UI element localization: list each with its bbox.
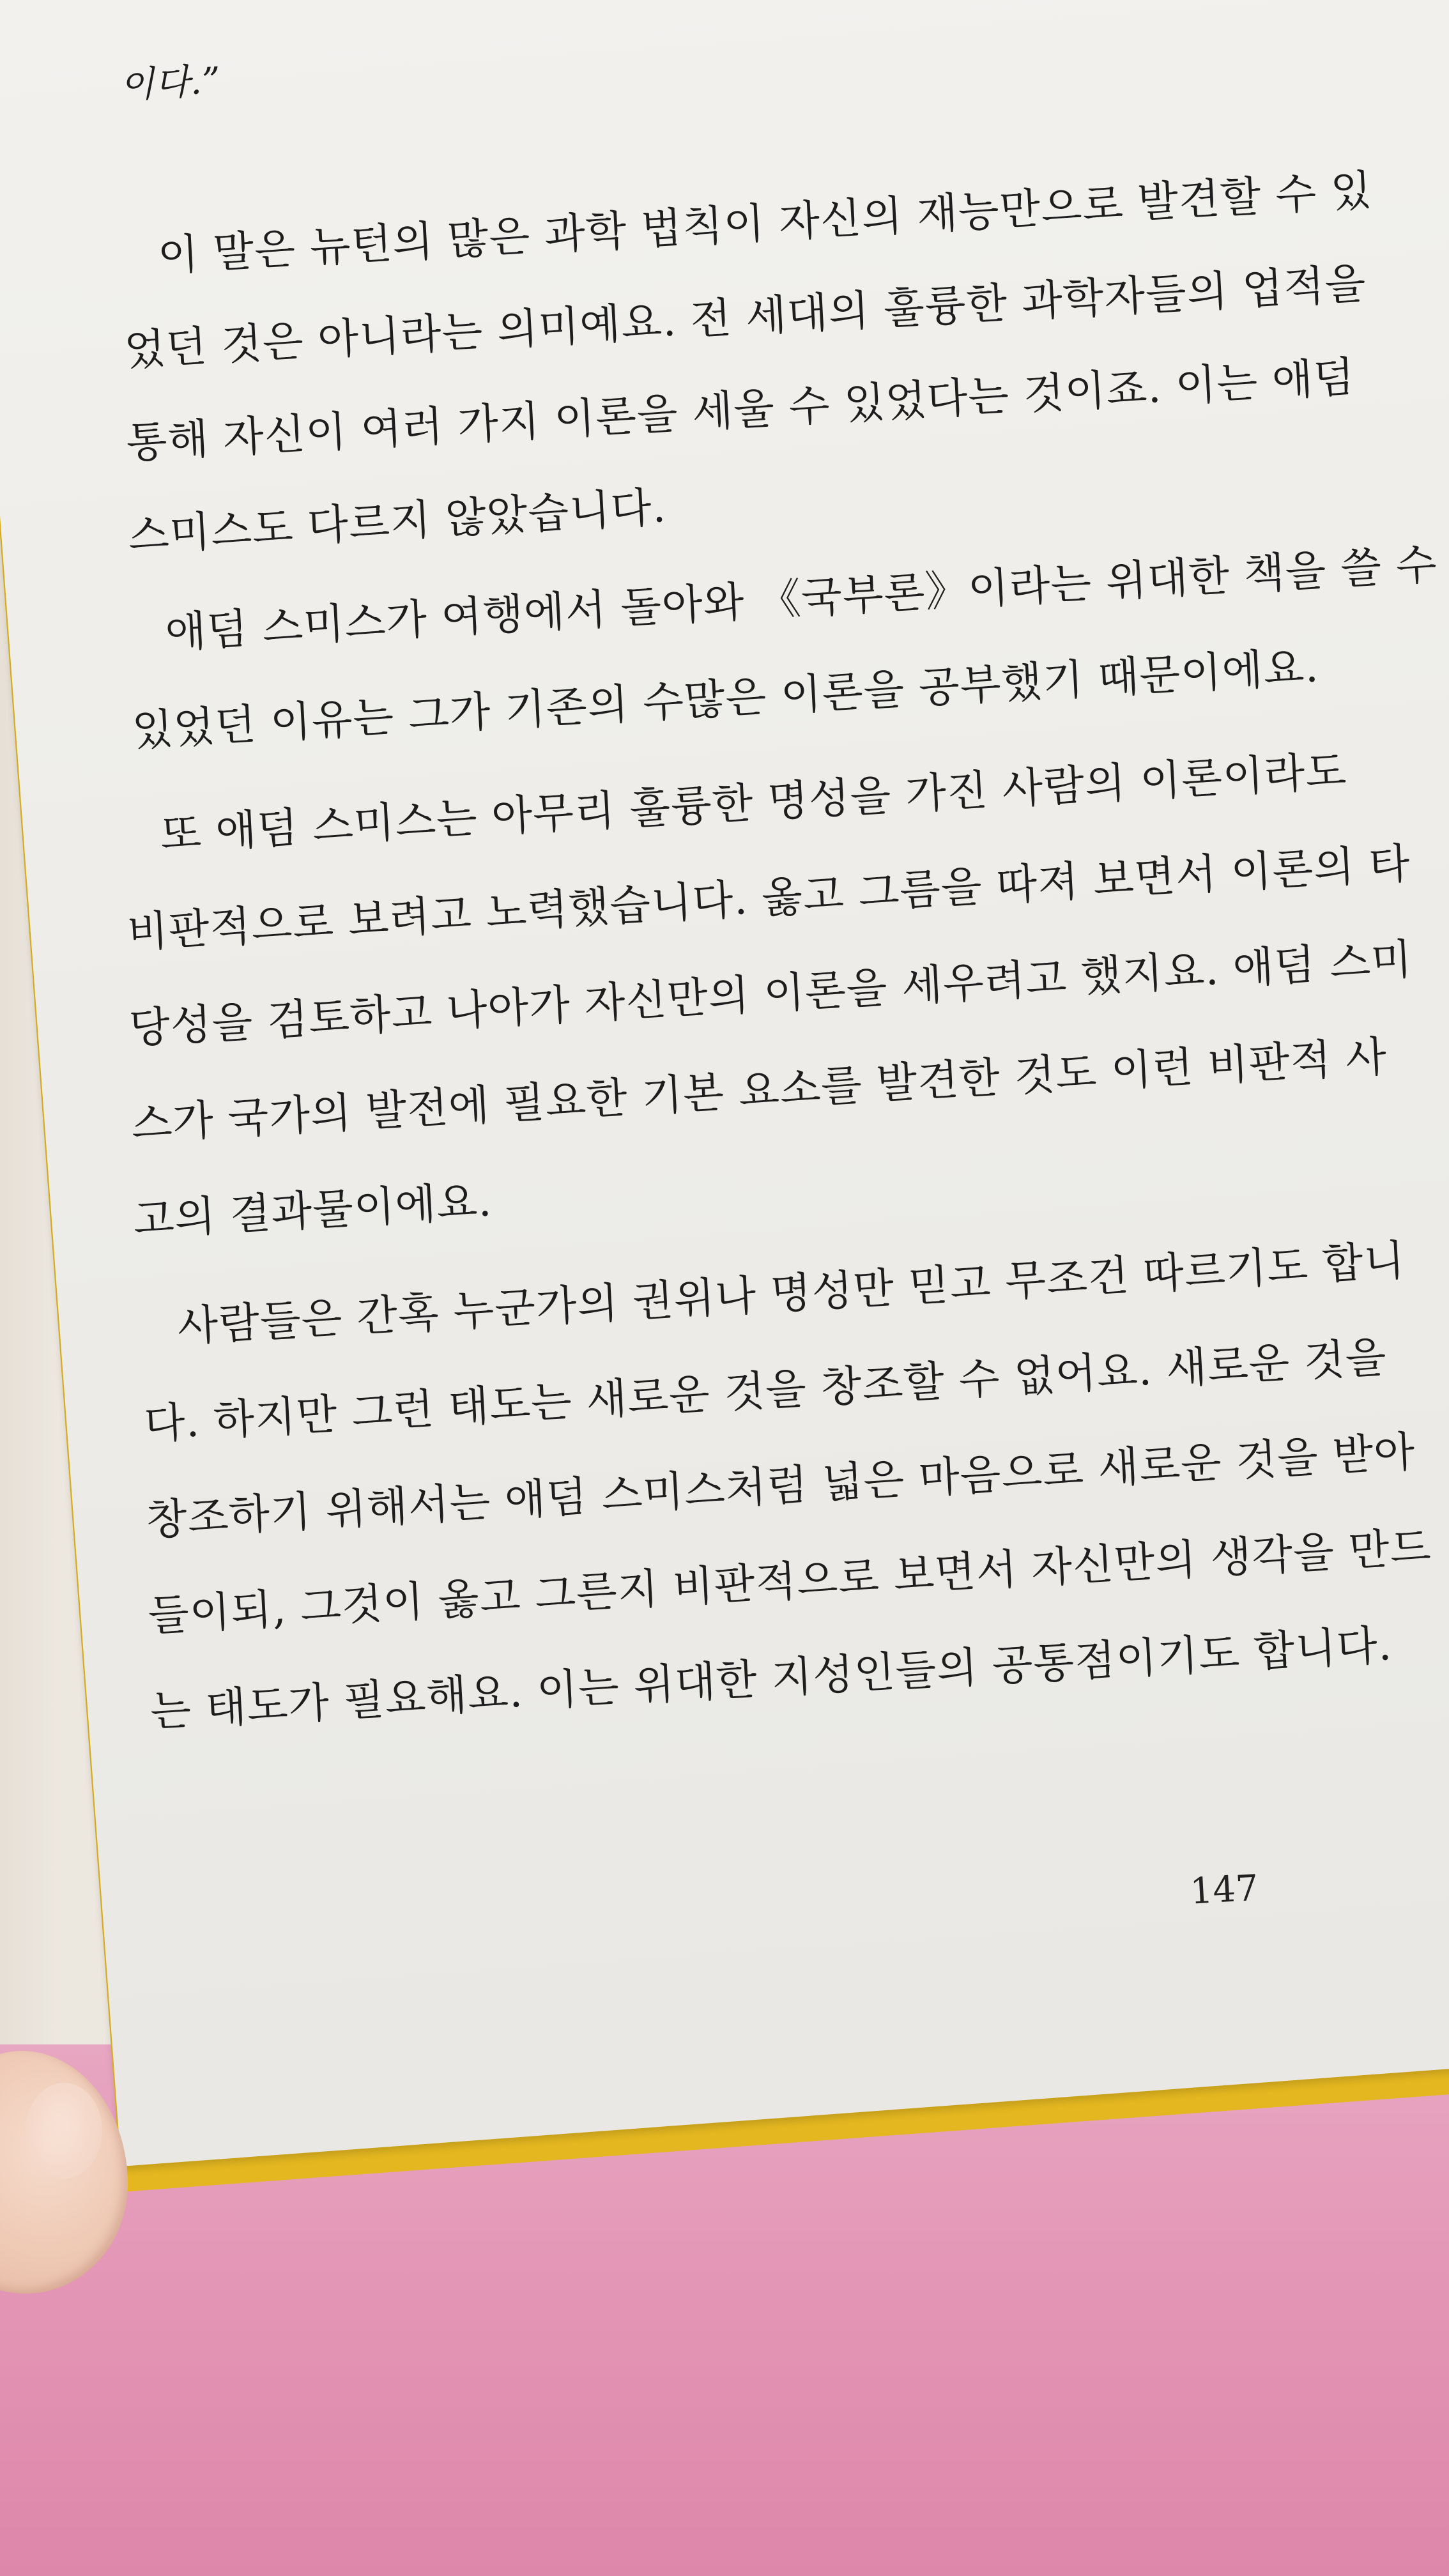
paragraph-1-line-1: 이 말은 뉴턴의 많은 과학 법칙이 자신의 재능만으로 발견할 수 있 bbox=[156, 165, 1374, 281]
paragraph-1-line-4: 스미스도 다르지 않았습니다. bbox=[126, 482, 668, 561]
paragraph-1-line-2: 었던 것은 아니라는 의미예요. 전 세대의 훌륭한 과학자들의 업적을 bbox=[123, 259, 1368, 376]
page-number: 147 bbox=[1189, 1867, 1260, 1913]
paragraph-4-line-3: 창조하기 위해서는 애덤 스미스처럼 넓은 마음으로 새로운 것을 받아 bbox=[144, 1427, 1417, 1545]
paragraph-4-line-1: 사람들은 간혹 누군가의 권위나 명성만 믿고 무조건 따르기도 합니 bbox=[176, 1236, 1407, 1351]
paragraph-3-line-5: 고의 결과물이에요. bbox=[132, 1176, 493, 1245]
paragraph-4-line-4: 들이되, 그것이 옳고 그른지 비판적으로 보면서 자신만의 생각을 만드 bbox=[147, 1522, 1433, 1641]
paragraph-4-line-2: 다. 하지만 그런 태도는 새로운 것을 창조할 수 없어요. 새로운 것을 bbox=[142, 1332, 1388, 1449]
paragraph-2-line-1: 애덤 스미스가 여행에서 돌아와 《국부론》이라는 위대한 책을 쓸 수 bbox=[164, 539, 1439, 658]
paragraph-3-line-4: 스가 국가의 발전에 필요한 기본 요소를 발견한 것도 이런 비판적 사 bbox=[130, 1032, 1388, 1149]
paragraph-3-line-3: 당성을 검토하고 나아가 자신만의 이론을 세우려고 했지요. 애덤 스미 bbox=[128, 934, 1414, 1054]
thumb-highlight bbox=[26, 2083, 102, 2179]
paragraph-3-line-2: 비판적으로 보려고 노력했습니다. 옳고 그름을 따져 보면서 이론의 타 bbox=[126, 838, 1412, 958]
paragraph-2-line-2: 있었던 이유는 그가 기존의 수많은 이론을 공부했기 때문이에요. bbox=[131, 641, 1321, 756]
paragraph-3-line-1: 또 애덤 스미스는 아무리 훌륭한 명성을 가진 사람의 이론이라도 bbox=[158, 746, 1348, 860]
paragraph-1-line-3: 통해 자신이 여러 가지 이론을 세울 수 있었다는 것이죠. 이는 애덤 bbox=[125, 352, 1356, 468]
paragraph-4-line-5: 는 태도가 필요해요. 이는 위대한 지성인들의 공통점이기도 합니다. bbox=[149, 1620, 1393, 1737]
quote-tail: 이다.” bbox=[118, 59, 222, 107]
